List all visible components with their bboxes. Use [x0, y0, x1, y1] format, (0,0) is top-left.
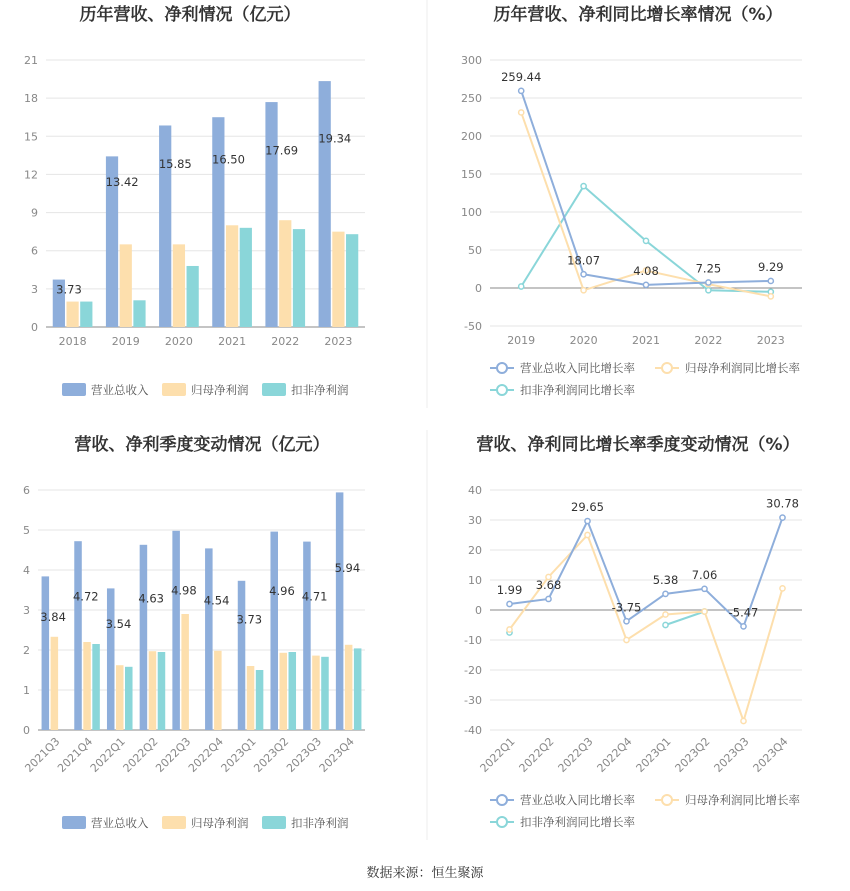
x-tick-label: 2021	[632, 334, 660, 347]
data-label: 4.96	[269, 583, 295, 598]
y-tick-label: 200	[461, 130, 482, 143]
legend-marker	[497, 363, 507, 373]
bar	[140, 545, 148, 730]
bar	[181, 614, 189, 730]
legend-marker	[497, 817, 507, 827]
bar	[80, 302, 92, 327]
y-tick-label: 40	[468, 484, 482, 497]
line-chart-2	[461, 4, 802, 397]
bar	[256, 670, 264, 730]
bar	[158, 652, 166, 730]
bar	[214, 651, 222, 730]
bar	[321, 657, 329, 730]
x-tick-label: 2021Q4	[55, 734, 96, 775]
legend-marker	[497, 795, 507, 805]
bar	[265, 102, 277, 327]
bar	[159, 125, 171, 327]
data-label: -5.47	[728, 605, 759, 620]
x-tick-label: 2022Q4	[594, 734, 635, 775]
legend-swatch	[262, 383, 286, 396]
bar	[303, 542, 311, 730]
y-tick-label: 4	[23, 564, 30, 577]
data-label: 5.94	[334, 561, 361, 576]
bar	[149, 651, 157, 730]
data-point	[780, 586, 785, 591]
bar	[240, 228, 252, 327]
bar	[187, 266, 199, 327]
legend-swatch	[262, 816, 286, 829]
x-tick-label: 2019	[111, 335, 140, 348]
x-tick-label: 2023Q2	[251, 734, 292, 775]
data-label: 17.69	[265, 143, 299, 158]
y-tick-label: 0	[475, 604, 482, 617]
x-tick-label: 2022Q1	[87, 734, 128, 775]
data-source-note: 数据来源：恒生聚源	[366, 866, 484, 881]
legend-label: 归母净利润同比增长率	[685, 361, 800, 375]
chart-title: 历年营收、净利情况（亿元）	[79, 5, 301, 25]
x-tick-label: 2021	[218, 335, 247, 348]
data-point	[581, 184, 586, 189]
x-tick-label: 2022Q3	[153, 734, 194, 775]
data-point	[643, 282, 648, 287]
data-label: 7.06	[691, 567, 718, 582]
x-tick-label: 2022	[271, 335, 300, 348]
y-tick-label: 15	[24, 130, 38, 144]
data-point	[706, 280, 711, 285]
legend-marker	[497, 385, 507, 395]
legend-label: 营业总收入	[91, 383, 149, 397]
data-point	[702, 609, 707, 614]
data-label: 30.78	[766, 496, 799, 511]
data-label: 3.54	[105, 616, 132, 631]
bar	[42, 576, 50, 730]
data-label: 7.25	[695, 261, 722, 276]
data-point	[581, 272, 586, 277]
bar	[319, 81, 331, 327]
bar	[226, 225, 238, 327]
legend-label: 扣非净利润	[291, 383, 349, 397]
bar-chart-1	[24, 4, 365, 397]
data-label: 259.44	[501, 69, 542, 84]
bar	[66, 302, 78, 327]
bar	[238, 581, 246, 730]
x-tick-label: 2020	[569, 334, 598, 347]
legend-swatch	[62, 383, 86, 396]
bar	[346, 234, 358, 327]
y-tick-label: 21	[24, 54, 38, 67]
legend-label: 归母净利润	[191, 816, 249, 830]
legend-swatch	[62, 816, 86, 829]
bar	[312, 656, 320, 730]
x-tick-label: 2022Q1	[477, 734, 518, 775]
data-label: 18.07	[567, 253, 601, 268]
data-point	[507, 601, 512, 606]
data-label: 4.71	[301, 589, 328, 604]
data-point	[780, 515, 785, 520]
x-tick-label: 2023Q2	[672, 734, 713, 775]
legend-label: 扣非净利润同比增长率	[520, 815, 635, 829]
y-tick-label: 0	[31, 321, 38, 334]
bar	[125, 667, 133, 730]
data-point	[519, 88, 524, 93]
y-tick-label: 3	[31, 282, 38, 296]
data-label: 9.29	[757, 259, 784, 274]
y-tick-label: 300	[461, 54, 482, 67]
bar	[107, 588, 115, 730]
data-label: 15.85	[158, 157, 192, 172]
chart-title: 营收、净利季度变动情况（亿元）	[74, 435, 330, 455]
legend-swatch	[162, 816, 186, 829]
y-tick-label: -30	[464, 694, 482, 707]
y-tick-label: 0	[475, 282, 482, 295]
chart-title: 历年营收、净利同比增长率情况（%）	[493, 5, 783, 25]
data-label: 4.72	[72, 589, 99, 604]
bar	[74, 541, 82, 730]
chart-title: 营收、净利同比增长率季度变动情况（%）	[476, 435, 800, 455]
data-point	[624, 637, 629, 642]
y-tick-label: -10	[464, 634, 482, 647]
data-point	[706, 288, 711, 293]
data-label: 3.84	[40, 609, 66, 624]
y-tick-label: -50	[464, 320, 482, 333]
bar-chart-3	[22, 434, 365, 830]
y-tick-label: 150	[461, 168, 482, 181]
legend-swatch	[162, 383, 186, 396]
bar	[293, 229, 305, 327]
data-point	[519, 110, 524, 115]
y-tick-label: 2	[23, 644, 30, 657]
y-tick-label: 6	[31, 244, 38, 258]
data-label: 29.65	[571, 500, 604, 515]
data-point	[585, 532, 590, 537]
data-point	[624, 619, 629, 624]
y-tick-label: 12	[24, 168, 38, 182]
x-tick-label: 2022Q2	[120, 734, 161, 775]
line-chart-4	[464, 434, 802, 829]
y-tick-label: 50	[468, 244, 482, 257]
y-tick-label: 18	[24, 92, 38, 106]
data-point	[585, 518, 590, 523]
x-tick-label: 2023	[756, 334, 785, 347]
data-point	[581, 288, 586, 293]
bar	[120, 244, 132, 327]
y-tick-label: 250	[461, 92, 482, 105]
bar	[279, 653, 287, 730]
data-label: 3.73	[236, 612, 263, 627]
y-tick-label: -20	[464, 664, 482, 677]
legend-marker	[662, 795, 672, 805]
x-tick-label: 2019	[507, 334, 536, 347]
legend-label: 归母净利润	[191, 383, 249, 397]
y-tick-label: 10	[468, 574, 482, 587]
x-tick-label: 2023Q3	[711, 734, 752, 775]
data-point	[546, 596, 551, 601]
x-tick-label: 2022Q3	[555, 734, 596, 775]
x-tick-label: 2023Q4	[316, 734, 357, 775]
data-label: 5.38	[652, 572, 679, 587]
y-tick-label: 6	[23, 484, 30, 497]
data-label: 4.54	[203, 593, 230, 608]
legend-label: 营业总收入同比增长率	[520, 361, 635, 375]
y-tick-label: 5	[23, 524, 30, 537]
legend-label: 扣非净利润同比增长率	[520, 383, 635, 397]
x-tick-label: 2023Q4	[750, 734, 791, 775]
y-tick-label: 100	[461, 206, 482, 219]
x-tick-label: 2023Q1	[633, 734, 674, 775]
bar	[332, 232, 344, 327]
x-tick-label: 2022Q2	[516, 734, 557, 775]
data-point	[643, 238, 648, 243]
y-tick-label: 20	[468, 544, 482, 557]
y-tick-label: 0	[23, 724, 30, 737]
y-tick-label: -40	[464, 724, 482, 737]
legend-label: 扣非净利润	[291, 816, 349, 830]
bar	[247, 666, 255, 730]
legend-label: 归母净利润同比增长率	[685, 793, 800, 807]
y-tick-label: 1	[23, 684, 30, 697]
data-label: 4.98	[171, 583, 197, 598]
bar	[345, 645, 353, 730]
data-label: -3.75	[611, 600, 642, 615]
bar	[289, 652, 297, 730]
bar	[212, 117, 224, 327]
bar	[92, 644, 100, 730]
bar	[116, 665, 124, 730]
data-point	[663, 612, 668, 617]
x-tick-label: 2023Q3	[284, 734, 325, 775]
bar	[173, 244, 185, 327]
x-tick-label: 2023Q1	[218, 734, 259, 775]
data-point	[741, 718, 746, 723]
legend-label: 营业总收入	[91, 816, 149, 830]
data-point	[768, 278, 773, 283]
bar	[336, 492, 344, 730]
bar	[270, 532, 278, 730]
x-tick-label: 2018	[58, 335, 87, 348]
bar	[354, 648, 362, 730]
data-point	[741, 624, 746, 629]
bar	[172, 531, 180, 730]
bar	[205, 548, 213, 730]
data-point	[663, 622, 668, 627]
bar	[133, 300, 145, 327]
x-tick-label: 2022	[694, 334, 723, 347]
data-label: 19.34	[318, 131, 352, 146]
data-label: 3.73	[56, 282, 82, 297]
data-point	[519, 284, 524, 289]
series-line	[521, 91, 771, 285]
y-tick-label: 3	[23, 604, 30, 617]
data-point	[663, 591, 668, 596]
x-tick-label: 2022Q4	[185, 734, 226, 775]
data-label: 13.42	[105, 175, 139, 190]
x-tick-label: 2023	[324, 335, 353, 348]
y-tick-label: 9	[31, 206, 38, 220]
data-point	[507, 627, 512, 632]
data-label: 4.63	[138, 591, 164, 606]
bar	[279, 220, 291, 327]
legend-marker	[662, 363, 672, 373]
legend-label: 营业总收入同比增长率	[520, 793, 635, 807]
x-tick-label: 2020	[164, 335, 193, 348]
data-label: 4.08	[633, 263, 659, 278]
data-point	[702, 586, 707, 591]
bar	[51, 637, 59, 730]
y-tick-label: 30	[468, 514, 482, 527]
x-tick-label: 2021Q3	[22, 734, 63, 775]
data-label: 16.50	[212, 152, 245, 167]
data-label: 3.68	[535, 577, 562, 592]
data-point	[768, 294, 773, 299]
data-label: 1.99	[496, 583, 523, 598]
bar	[83, 642, 91, 730]
